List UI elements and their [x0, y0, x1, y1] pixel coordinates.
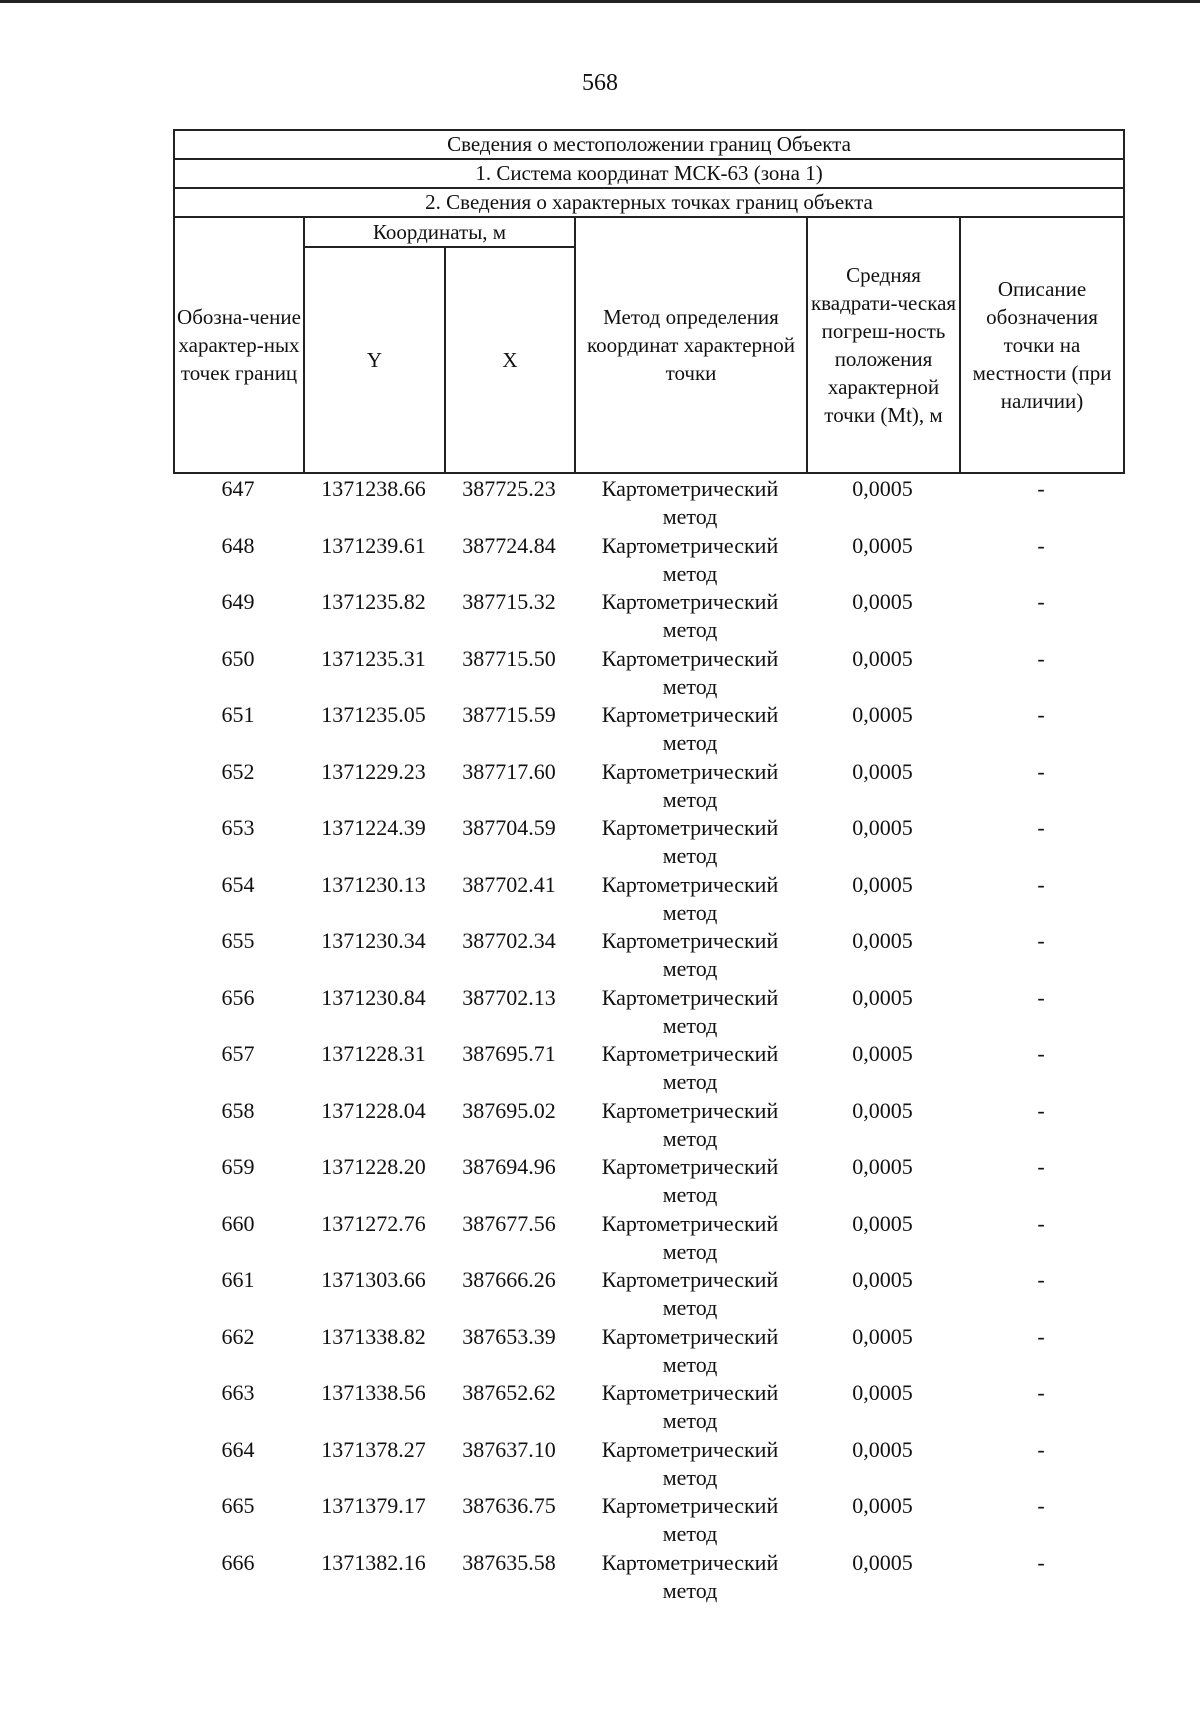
- coord-x: 387666.26: [462, 1267, 556, 1292]
- method: Картометрический метод: [601, 815, 779, 868]
- description: -: [1037, 1323, 1045, 1349]
- error-value: 0,0005: [852, 532, 913, 558]
- point-id: 663: [221, 1380, 255, 1405]
- description: -: [1037, 758, 1045, 784]
- description: -: [1037, 1380, 1045, 1405]
- description: -: [1037, 532, 1045, 558]
- error-value: 0,0005: [852, 645, 913, 671]
- point-id: 655: [221, 928, 255, 953]
- method: Картометрический метод: [601, 1097, 779, 1151]
- coord-x: 387704.59: [462, 815, 556, 840]
- method: Картометрический метод: [601, 1380, 779, 1433]
- error-value: 0,0005: [852, 1323, 913, 1349]
- error-value: 0,0005: [852, 1041, 913, 1066]
- coord-y: 1371230.13: [321, 871, 426, 897]
- coord-x: 387677.56: [462, 1210, 556, 1236]
- boundary-points-list: [173, 475, 1123, 1605]
- table-row: [173, 758, 1123, 815]
- coord-y: 1371230.84: [321, 984, 426, 1010]
- description: -: [1037, 984, 1045, 1010]
- error-value: 0,0005: [852, 1549, 913, 1575]
- coord-y: 1371379.17: [321, 1493, 426, 1518]
- coord-y: 1371382.16: [321, 1549, 426, 1575]
- description: -: [1037, 589, 1045, 614]
- point-id: 651: [221, 702, 255, 727]
- point-id: 659: [221, 1154, 255, 1179]
- table-row: [173, 984, 1123, 1041]
- point-id: 649: [221, 589, 255, 614]
- error-value: 0,0005: [852, 928, 913, 953]
- method: Картометрический метод: [601, 702, 779, 755]
- table-row: [173, 588, 1123, 645]
- coord-y: 1371272.76: [321, 1210, 426, 1236]
- error-value: 0,0005: [852, 758, 913, 784]
- coord-x: 387653.39: [462, 1323, 556, 1349]
- table-caption-objects: Сведения о местоположении границ Объекта: [174, 130, 1124, 159]
- error-value: 0,0005: [852, 1436, 913, 1462]
- description: -: [1037, 1493, 1045, 1518]
- table-row: [173, 1097, 1123, 1154]
- coord-y: 1371238.66: [321, 476, 426, 501]
- coord-x: 387717.60: [462, 758, 556, 784]
- header-y: Y: [304, 247, 445, 473]
- boundary-table-header: [173, 129, 1125, 474]
- coord-y: 1371235.31: [321, 645, 426, 671]
- description: -: [1037, 702, 1045, 727]
- table-row: [173, 1379, 1123, 1436]
- error-value: 0,0005: [852, 702, 913, 727]
- error-value: 0,0005: [852, 1267, 913, 1292]
- table-row: [173, 1210, 1123, 1267]
- description: -: [1037, 1267, 1045, 1292]
- description: -: [1037, 1436, 1045, 1462]
- point-id: 657: [221, 1041, 255, 1066]
- table-row: [173, 1323, 1123, 1380]
- coord-y: 1371239.61: [321, 532, 426, 558]
- method: Картометрический метод: [601, 1154, 779, 1207]
- method: Картометрический метод: [601, 532, 779, 586]
- description: -: [1037, 1041, 1045, 1066]
- method: Картометрический метод: [601, 589, 779, 642]
- coord-x: 387635.58: [462, 1549, 556, 1575]
- description: -: [1037, 1210, 1045, 1236]
- method: Картометрический метод: [601, 476, 779, 529]
- table-row: [173, 927, 1123, 984]
- coord-y: 1371378.27: [321, 1436, 426, 1462]
- error-value: 0,0005: [852, 1210, 913, 1236]
- method: Картометрический метод: [601, 1323, 779, 1377]
- coord-x: 387652.62: [462, 1380, 556, 1405]
- coord-y: 1371338.82: [321, 1323, 426, 1349]
- method: Картометрический метод: [601, 1210, 779, 1264]
- table-row: [173, 814, 1123, 871]
- error-value: 0,0005: [852, 1493, 913, 1518]
- header-point-designation: Обозна-чение характер-ных точек границ: [174, 217, 304, 473]
- coord-x: 387702.13: [462, 984, 556, 1010]
- error-value: 0,0005: [852, 815, 913, 840]
- method: Картометрический метод: [601, 758, 779, 812]
- description: -: [1037, 476, 1045, 501]
- point-id: 650: [221, 645, 255, 671]
- description: -: [1037, 815, 1045, 840]
- table-row: [173, 701, 1123, 758]
- table-caption-points: 2. Сведения о характерных точках границ объекта: [174, 188, 1124, 217]
- top-border-line: [0, 0, 1200, 3]
- error-value: 0,0005: [852, 871, 913, 897]
- method: Картометрический метод: [601, 984, 779, 1038]
- header-x: X: [445, 247, 575, 473]
- table-row: [173, 1492, 1123, 1549]
- point-id: 656: [221, 984, 255, 1010]
- coord-x: 387724.84: [462, 532, 556, 558]
- table-row: [173, 1549, 1123, 1606]
- point-id: 666: [221, 1549, 255, 1575]
- coord-x: 387715.50: [462, 645, 556, 671]
- table-row: [173, 1153, 1123, 1210]
- point-id: 661: [221, 1267, 255, 1292]
- method: Картометрический метод: [601, 1267, 779, 1320]
- error-value: 0,0005: [852, 589, 913, 614]
- description: -: [1037, 1549, 1045, 1575]
- coord-x: 387715.32: [462, 589, 556, 614]
- point-id: 654: [221, 871, 255, 897]
- point-id: 665: [221, 1493, 255, 1518]
- point-id: 662: [221, 1323, 255, 1349]
- coord-x: 387702.41: [462, 871, 556, 897]
- method: Картометрический метод: [601, 1436, 779, 1490]
- table-row: [173, 1266, 1123, 1323]
- coord-x: 387695.02: [462, 1097, 556, 1123]
- header-mean-square-error: Средняя квадрати-ческая погреш-ность положения характерной точки (Mt), м: [807, 217, 960, 473]
- error-value: 0,0005: [852, 1097, 913, 1123]
- coord-y: 1371303.66: [321, 1267, 426, 1292]
- description: -: [1037, 871, 1045, 897]
- coord-y: 1371235.82: [321, 589, 426, 614]
- coord-x: 387637.10: [462, 1436, 556, 1462]
- header-point-description: Описание обозначения точки на местности (при наличии): [960, 217, 1124, 473]
- coord-x: 387694.96: [462, 1154, 556, 1179]
- table-row: [173, 645, 1123, 702]
- description: -: [1037, 1154, 1045, 1179]
- coord-y: 1371228.04: [321, 1097, 426, 1123]
- coord-y: 1371338.56: [321, 1380, 426, 1405]
- point-id: 664: [221, 1436, 255, 1462]
- coord-y: 1371230.34: [321, 928, 426, 953]
- coord-x: 387702.34: [462, 928, 556, 953]
- error-value: 0,0005: [852, 1154, 913, 1179]
- table-caption-coordinate-system: 1. Система координат МСК-63 (зона 1): [174, 159, 1124, 188]
- method: Картометрический метод: [601, 928, 779, 981]
- header-method: Метод определения координат характерной точки: [575, 217, 807, 473]
- coord-x: 387725.23: [462, 476, 556, 501]
- point-id: 653: [221, 815, 255, 840]
- table-row: [173, 871, 1123, 928]
- error-value: 0,0005: [852, 1380, 913, 1405]
- method: Картометрический метод: [601, 1493, 779, 1546]
- error-value: 0,0005: [852, 984, 913, 1010]
- point-id: 660: [221, 1210, 255, 1236]
- coord-y: 1371228.31: [321, 1041, 426, 1066]
- method: Картометрический метод: [601, 645, 779, 699]
- coord-x: 387695.71: [462, 1041, 556, 1066]
- method: Картометрический метод: [601, 1549, 779, 1603]
- table-row: [173, 1040, 1123, 1097]
- coord-x: 387715.59: [462, 702, 556, 727]
- method: Картометрический метод: [601, 1041, 779, 1094]
- method: Картометрический метод: [601, 871, 779, 925]
- coord-y: 1371229.23: [321, 758, 426, 784]
- error-value: 0,0005: [852, 476, 913, 501]
- point-id: 652: [221, 758, 255, 784]
- coord-y: 1371235.05: [321, 702, 426, 727]
- description: -: [1037, 1097, 1045, 1123]
- table-row: [173, 532, 1123, 589]
- coord-y: 1371228.20: [321, 1154, 426, 1179]
- point-id: 658: [221, 1097, 255, 1123]
- point-id: 647: [221, 476, 255, 501]
- table-row: [173, 1436, 1123, 1493]
- point-id: 648: [221, 532, 255, 558]
- page-number: 568: [582, 70, 618, 96]
- coord-y: 1371224.39: [321, 815, 426, 840]
- description: -: [1037, 645, 1045, 671]
- coord-x: 387636.75: [462, 1493, 556, 1518]
- description: -: [1037, 928, 1045, 953]
- table-row: [173, 475, 1123, 532]
- header-coordinates: Координаты, м: [304, 217, 575, 247]
